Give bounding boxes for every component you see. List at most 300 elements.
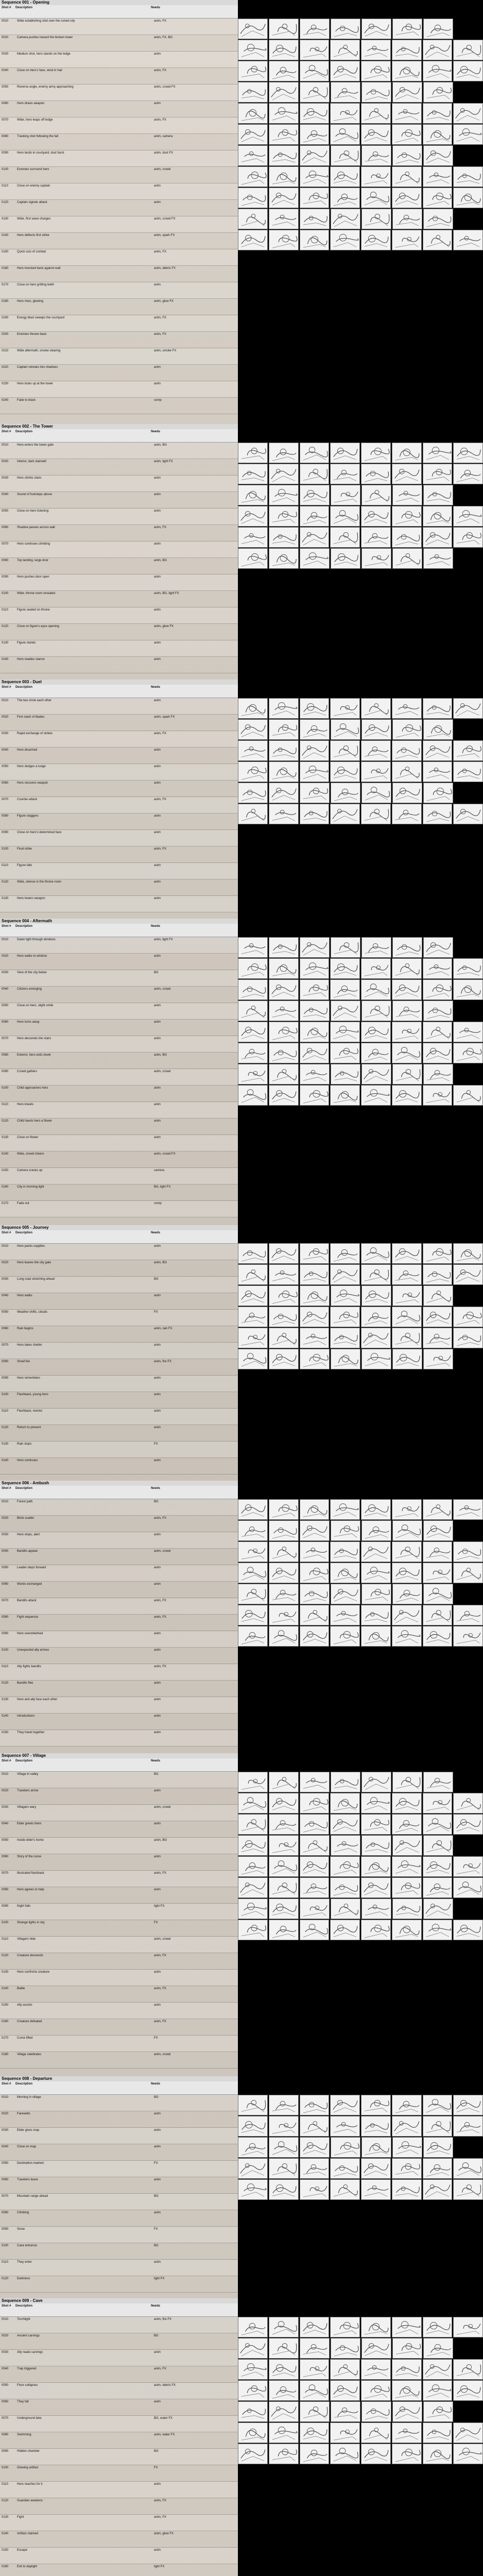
- shot-needs: BG: [154, 2244, 159, 2248]
- shot-needs: anim: [154, 2351, 161, 2354]
- sequence-header: [0, 680, 238, 698]
- board-thumbnail: [361, 1541, 391, 1562]
- board-thumbnail: [300, 1243, 330, 1264]
- shot-number: 0140: [2, 1459, 9, 1462]
- shot-row: [0, 764, 238, 781]
- board-thumbnail: [392, 1085, 422, 1106]
- board-row: [238, 2380, 483, 2401]
- board-thumbnail: [269, 1856, 299, 1877]
- shot-number: 0050: [2, 1566, 9, 1569]
- board-row: [238, 1043, 483, 1063]
- shot-description: Close on enemy captain: [17, 184, 50, 188]
- shot-number: 0090: [2, 1376, 9, 1380]
- board-thumbnail: [423, 1835, 453, 1856]
- shot-number: 0080: [2, 1360, 9, 1363]
- shot-number: 0010: [2, 443, 9, 447]
- board-thumbnail: [361, 804, 391, 824]
- shot-number: 0050: [2, 2384, 9, 2387]
- board-thumbnail: [453, 958, 483, 979]
- shot-row: [0, 1937, 238, 1953]
- shot-row: [0, 1086, 238, 1102]
- shot-row: [0, 525, 238, 541]
- board-thumbnail: [453, 1328, 483, 1348]
- board-row: [238, 548, 483, 569]
- board-thumbnail: [300, 979, 330, 1000]
- shot-row: [0, 2243, 238, 2260]
- board-thumbnail: [238, 124, 268, 145]
- shot-row: [0, 2482, 238, 2498]
- board-thumbnail: [392, 82, 422, 103]
- shot-rows: [0, 1772, 238, 2069]
- shot-description: Elder greets them: [17, 1822, 42, 1826]
- sequence-header: [0, 1481, 238, 1499]
- board-thumbnail: [238, 166, 268, 187]
- shot-number: 0150: [2, 2549, 9, 2552]
- board-thumbnail: [331, 1349, 360, 1369]
- board-thumbnail: [392, 937, 422, 958]
- board-thumbnail: [269, 443, 299, 463]
- shot-number: 0040: [2, 2367, 9, 2371]
- board-row: [238, 1899, 483, 1919]
- board-thumbnail: [330, 1605, 360, 1625]
- shot-needs: anim: [154, 476, 161, 480]
- shot-description: Guardian awakens: [17, 2499, 43, 2503]
- board-thumbnail: [238, 145, 268, 166]
- shot-row: [0, 2194, 238, 2210]
- board-thumbnail: [269, 2095, 299, 2115]
- shot-number: 0160: [2, 267, 9, 270]
- board-thumbnail: [392, 2401, 422, 2422]
- shot-row: [0, 398, 238, 414]
- board-row: [238, 464, 483, 484]
- shot-row: [0, 2161, 238, 2177]
- board-thumbnail: [238, 1285, 268, 1306]
- shot-needs: anim, fire FX: [154, 2318, 172, 2321]
- shot-row: [0, 249, 238, 266]
- shot-needs: anim: [154, 641, 161, 645]
- shot-row: [0, 282, 238, 299]
- shot-needs: anim: [154, 2400, 161, 2404]
- shot-number: 0160: [2, 1185, 9, 1189]
- shot-number: 0020: [2, 2334, 9, 2338]
- board-thumbnail: [269, 1349, 299, 1369]
- sequence-title: Sequence 008 - Departure: [0, 2076, 238, 2081]
- shot-row: [0, 1069, 238, 1086]
- shot-needs: FX: [154, 1310, 158, 1314]
- board-row: [238, 2137, 483, 2158]
- board-thumbnail: [330, 1920, 360, 1940]
- shot-number: 0010: [2, 2096, 9, 2099]
- shot-row: [0, 2515, 238, 2531]
- board-thumbnail: [330, 979, 360, 1000]
- shot-row: [0, 896, 238, 912]
- shot-description: Close on hero gritting teeth: [17, 283, 55, 286]
- shot-row: [0, 2036, 238, 2052]
- shot-description: Trap triggered: [17, 2367, 37, 2371]
- board-thumbnail: [269, 1541, 299, 1562]
- shot-description: Hero packs supplies: [17, 1244, 45, 1248]
- column-headers: [0, 1758, 238, 1764]
- shot-description: Hero and ally face each other: [17, 1698, 58, 1701]
- shot-description: Enemies surround hero: [17, 168, 49, 171]
- board-thumbnail: [392, 1814, 422, 1835]
- board-thumbnail: [361, 1243, 391, 1264]
- board-thumbnail: [453, 2380, 483, 2401]
- board-thumbnail: [330, 1856, 360, 1877]
- shot-row: [0, 1244, 238, 1260]
- shot-description: Ally reads carvings: [17, 2351, 43, 2354]
- shot-needs: anim: [154, 366, 161, 369]
- shot-number: 0100: [2, 1648, 9, 1652]
- shot-row: [0, 1970, 238, 1986]
- shot-number: 0010: [2, 1244, 9, 1248]
- board-group: [238, 698, 483, 825]
- board-thumbnail: [300, 145, 330, 166]
- shot-number: 0060: [2, 2400, 9, 2404]
- board-thumbnail: [361, 937, 391, 958]
- shot-number: 0090: [2, 151, 9, 155]
- shot-number: 0100: [2, 591, 9, 595]
- shot-number: 0070: [2, 542, 9, 546]
- shot-number: 0110: [2, 2261, 8, 2264]
- board-thumbnail: [392, 761, 422, 782]
- board-thumbnail: [300, 2095, 330, 2115]
- board-thumbnail: [423, 166, 453, 187]
- board-thumbnail: [423, 1541, 453, 1562]
- board-thumbnail: [269, 485, 299, 505]
- shot-row: [0, 1293, 238, 1310]
- board-thumbnail: [238, 2179, 268, 2200]
- board-thumbnail: [453, 1541, 483, 1562]
- shot-row: [0, 937, 238, 954]
- board-thumbnail: [330, 2095, 360, 2115]
- shot-number: 0100: [2, 2466, 9, 2470]
- sequence-header: [0, 0, 238, 19]
- board-thumbnail: [269, 937, 299, 958]
- shot-rows: [0, 19, 238, 414]
- board-thumbnail: [423, 2317, 453, 2337]
- board-group: [238, 19, 483, 251]
- shot-number: 0110: [2, 1665, 8, 1668]
- shot-needs: BG, light FX: [154, 1185, 171, 1189]
- board-thumbnail: [238, 2422, 268, 2443]
- shot-number: 0180: [2, 2053, 9, 2057]
- shot-needs: anim: [154, 1136, 161, 1140]
- shot-number: 0040: [2, 749, 9, 752]
- shot-row: [0, 2432, 238, 2449]
- shot-description: Flashback, young hero: [17, 1393, 48, 1396]
- shot-number: 0030: [2, 2351, 9, 2354]
- shot-needs: anim: [154, 955, 161, 958]
- shot-needs: anim, FX: [154, 2020, 167, 2024]
- board-thumbnail: [423, 1563, 453, 1583]
- board-thumbnail: [300, 506, 330, 527]
- shot-description: Wide establishing shot over the ruined city: [17, 20, 75, 23]
- board-thumbnail: [361, 2317, 391, 2337]
- board-thumbnail: [269, 1499, 299, 1520]
- shot-number: 0110: [2, 2483, 8, 2486]
- shot-description: Interior, dark stairwell: [17, 460, 46, 463]
- shot-row: [0, 1499, 238, 1516]
- board-row: [238, 103, 483, 124]
- column-headers: [0, 685, 238, 690]
- board-group: [238, 1243, 483, 1370]
- board-thumbnail: [361, 1920, 391, 1940]
- board-thumbnail: [453, 2116, 483, 2137]
- shot-number: 0080: [2, 1054, 9, 1057]
- shot-description: Hero remembers: [17, 1376, 41, 1380]
- shot-row: [0, 2144, 238, 2161]
- board-thumbnail: [423, 145, 453, 166]
- shot-description: Hero enters the tower gate: [17, 443, 54, 447]
- board-thumbnail: [361, 1520, 391, 1541]
- board-thumbnail: [392, 1605, 422, 1625]
- board-thumbnail: [423, 719, 453, 740]
- board-thumbnail: [453, 61, 483, 81]
- shot-needs: anim, FX: [154, 1872, 167, 1875]
- shot-needs: BG: [154, 2450, 159, 2453]
- board-thumbnail: [453, 761, 483, 782]
- board-thumbnail: [238, 209, 268, 229]
- board-thumbnail: [392, 2380, 422, 2401]
- board-row: [238, 1772, 483, 1792]
- board-thumbnail: [453, 230, 483, 250]
- shot-needs: comp: [154, 1202, 162, 1206]
- board-thumbnail: [238, 1043, 268, 1063]
- shot-number: 0020: [2, 716, 9, 719]
- shot-description: Close on hero's face, wind in hair: [17, 69, 63, 72]
- board-row: [238, 443, 483, 463]
- board-thumbnail: [361, 443, 391, 463]
- board-thumbnail: [361, 740, 391, 761]
- shot-description: Hidden chamber: [17, 2450, 40, 2453]
- board-row: [238, 188, 483, 208]
- shot-number: 0060: [2, 1582, 9, 1586]
- board-thumbnail: [238, 1920, 268, 1940]
- board-thumbnail: [361, 2444, 391, 2464]
- shot-row: [0, 381, 238, 398]
- board-thumbnail: [392, 1835, 422, 1856]
- shot-description: Hero stops, alert: [17, 1533, 40, 1536]
- shot-number: 0100: [2, 1921, 9, 1925]
- board-thumbnail: [423, 1264, 453, 1285]
- shot-row: [0, 1168, 238, 1184]
- board-thumbnail: [300, 783, 330, 803]
- board-thumbnail: [238, 1856, 268, 1877]
- shot-number: 0080: [2, 1888, 9, 1892]
- shot-rows: [0, 443, 238, 673]
- board-thumbnail: [423, 527, 453, 548]
- shot-needs: anim: [154, 1681, 161, 1685]
- board-thumbnail: [423, 2338, 453, 2359]
- board-thumbnail: [361, 19, 391, 39]
- board-thumbnail: [423, 1814, 453, 1835]
- board-thumbnail: [392, 103, 422, 124]
- board-thumbnail: [269, 1899, 299, 1919]
- shot-description: Small fire: [17, 1360, 30, 1363]
- board-thumbnail: [392, 1264, 422, 1285]
- shot-number: 0060: [2, 526, 9, 529]
- shot-needs: anim: [154, 1393, 161, 1396]
- board-group: [238, 937, 483, 1106]
- board-thumbnail: [269, 2158, 299, 2179]
- shot-needs: anim, FX: [154, 2499, 167, 2503]
- board-thumbnail: [269, 19, 299, 39]
- shot-row: [0, 1532, 238, 1549]
- board-thumbnail: [453, 1877, 483, 1898]
- board-thumbnail: [392, 40, 422, 60]
- board-thumbnail: [269, 1285, 299, 1306]
- shot-description: Hero reaches for it: [17, 2483, 43, 2486]
- shot-needs: anim, FX: [154, 526, 167, 529]
- shot-description: Child hands hero a flower: [17, 1120, 53, 1123]
- shot-needs: anim, crowd: [154, 1549, 171, 1553]
- shot-description: Village in valley: [17, 1773, 39, 1776]
- shot-number: 0080: [2, 135, 9, 138]
- shot-needs: anim: [154, 1244, 161, 1248]
- column-header-shot: Shot #: [2, 1486, 11, 1490]
- shot-number: 0080: [2, 558, 9, 562]
- shot-number: 0120: [2, 1954, 9, 1958]
- board-row: [238, 2422, 483, 2443]
- shot-row: [0, 879, 238, 896]
- shot-number: 0170: [2, 283, 9, 286]
- shot-row: [0, 2128, 238, 2144]
- shot-needs: anim: [154, 2549, 161, 2552]
- board-thumbnail: [269, 2444, 299, 2464]
- board-thumbnail: [269, 166, 299, 187]
- board-thumbnail: [300, 1814, 330, 1835]
- board-thumbnail: [269, 209, 299, 229]
- shot-description: First clash of blades: [17, 716, 45, 719]
- shot-needs: FX: [154, 2162, 158, 2165]
- shot-needs: anim: [154, 1698, 161, 1701]
- shot-number: 0210: [2, 349, 9, 352]
- board-thumbnail: [269, 958, 299, 979]
- shot-needs: anim, crowd FX: [154, 86, 176, 89]
- board-thumbnail: [330, 1877, 360, 1898]
- board-thumbnail: [300, 1307, 330, 1327]
- shot-description: Close on hero listening: [17, 509, 49, 513]
- board-thumbnail: [331, 719, 360, 740]
- board-thumbnail: [453, 698, 483, 719]
- shot-number: 0120: [2, 880, 9, 884]
- shot-description: Hero readies stance: [17, 657, 45, 661]
- shot-number: 0150: [2, 1169, 9, 1173]
- board-thumbnail: [423, 761, 453, 782]
- board-thumbnail: [392, 230, 422, 250]
- board-thumbnail: [330, 103, 360, 124]
- shot-needs: anim: [154, 1087, 161, 1090]
- board-thumbnail: [269, 1605, 299, 1625]
- shot-number: 0060: [2, 1855, 9, 1859]
- shot-row: [0, 830, 238, 846]
- board-thumbnail: [361, 2179, 391, 2200]
- column-header-needs: Needs: [151, 1759, 161, 1763]
- shot-needs: anim: [154, 1409, 161, 1413]
- shot-number: 0100: [2, 848, 9, 851]
- board-thumbnail: [300, 1085, 330, 1106]
- board-thumbnail: [361, 1264, 391, 1285]
- board-thumbnail: [238, 1349, 268, 1369]
- shot-needs: anim: [154, 864, 161, 868]
- shot-row: [0, 1458, 238, 1475]
- shot-row: [0, 1392, 238, 1409]
- board-thumbnail: [392, 2444, 422, 2464]
- shot-description: Bandits flee: [17, 1681, 33, 1685]
- shot-description: Exit to daylight: [17, 2565, 38, 2569]
- board-thumbnail: [300, 103, 330, 124]
- board-thumbnail: [392, 548, 422, 569]
- shot-needs: anim: [154, 1037, 161, 1041]
- shot-number: 0030: [2, 1533, 9, 1536]
- shot-description: Hero deflects first strike: [17, 234, 49, 237]
- sequence-title: Sequence 005 - Journey: [0, 1225, 238, 1230]
- shot-description: Birds scatter: [17, 1516, 34, 1520]
- shot-needs: anim: [154, 382, 161, 385]
- board-thumbnail: [238, 506, 268, 527]
- shot-number: 0090: [2, 1905, 9, 1908]
- board-row: [238, 1243, 483, 1264]
- board-thumbnail: [361, 506, 391, 527]
- board-thumbnail: [300, 1064, 330, 1084]
- board-thumbnail: [300, 740, 330, 761]
- board-thumbnail: [300, 1877, 330, 1898]
- board-thumbnail: [300, 548, 330, 569]
- shot-description: Figure falls: [17, 864, 32, 868]
- shot-row: [0, 1310, 238, 1326]
- board-thumbnail: [361, 761, 391, 782]
- board-row: [238, 485, 483, 505]
- column-header-needs: Needs: [151, 686, 161, 689]
- shot-description: Bandits appear: [17, 1549, 38, 1553]
- shot-row: [0, 2498, 238, 2515]
- board-thumbnail: [361, 958, 391, 979]
- board-thumbnail: [331, 2401, 360, 2422]
- shot-number: 0130: [2, 2516, 9, 2519]
- board-thumbnail: [331, 1772, 360, 1792]
- board-thumbnail: [392, 1793, 422, 1814]
- shot-description: Destination marked: [17, 2162, 44, 2165]
- shot-row: [0, 574, 238, 591]
- shot-needs: anim, FX: [154, 848, 167, 851]
- shot-row: [0, 2095, 238, 2111]
- shot-number: 0110: [2, 1938, 8, 1941]
- board-thumbnail: [361, 548, 391, 569]
- shot-row: [0, 2227, 238, 2243]
- board-row: [238, 1499, 483, 1520]
- board-thumbnail: [361, 124, 391, 145]
- board-thumbnail: [269, 1920, 299, 1940]
- shot-description: Story of the curse: [17, 1855, 42, 1859]
- sequence-header: [0, 1753, 238, 1772]
- board-thumbnail: [392, 719, 422, 740]
- shot-description: Battle: [17, 1987, 25, 1991]
- board-thumbnail: [330, 761, 360, 782]
- shot-needs: anim: [154, 657, 161, 661]
- shot-description: Escape: [17, 2549, 28, 2552]
- board-thumbnail: [238, 464, 268, 484]
- board-row: [238, 1541, 483, 1562]
- shot-number: 0150: [2, 250, 9, 253]
- board-thumbnail: [392, 1285, 422, 1306]
- board-row: [238, 1814, 483, 1835]
- shot-description: Hero pushes door open: [17, 575, 49, 579]
- board-thumbnail: [423, 1605, 453, 1625]
- board-thumbnail: [331, 783, 360, 803]
- board-thumbnail: [300, 464, 330, 484]
- board-thumbnail: [392, 1563, 422, 1583]
